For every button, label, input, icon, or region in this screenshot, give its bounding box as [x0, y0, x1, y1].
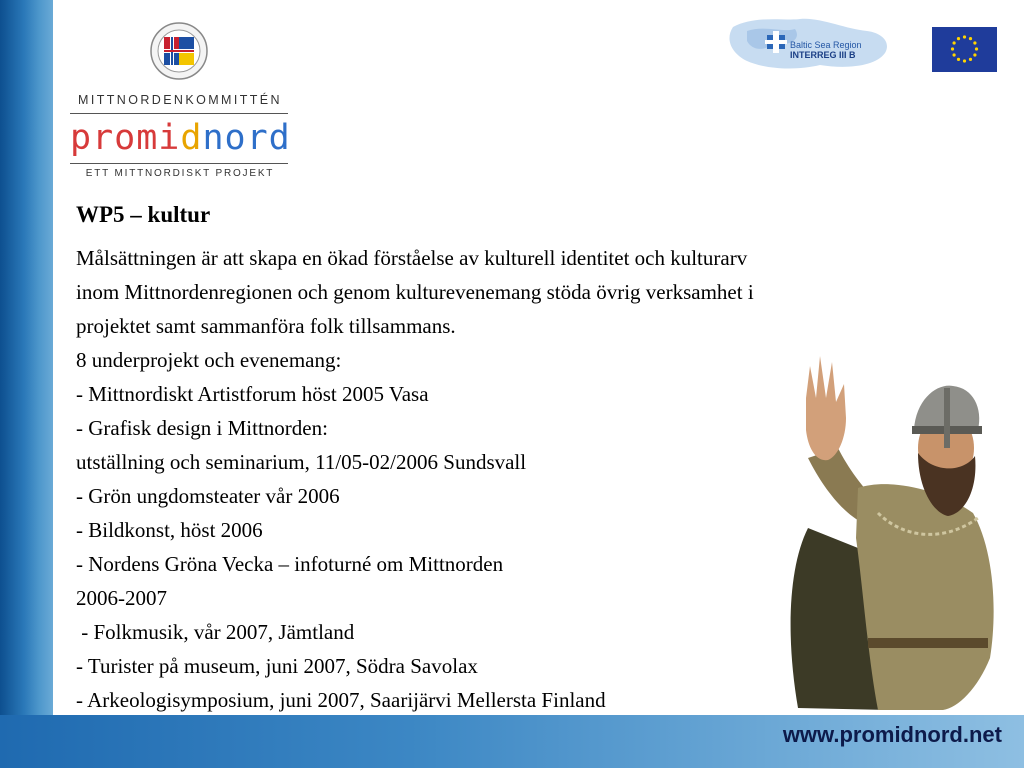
body-line: - Arkeologisymposium, juni 2007, Saarijärvi Mellersta Finland [76, 688, 606, 712]
logo-part-3: nord [202, 118, 291, 158]
baltic-logo-text [790, 40, 862, 60]
promidnord-logo [70, 116, 291, 161]
body-line: - Mittnordiskt Artistforum höst 2005 Vasa [76, 382, 429, 406]
org-subtitle: ETT MITTNORDISKT PROJEKT [85, 168, 275, 179]
body-line: projektet samt sammanföra folk tillsammans. [76, 314, 456, 338]
baltic-line-2: INTERREG III B [790, 50, 856, 60]
body-line: utställning och seminarium, 11/05-02/2006 Sundsvall [76, 450, 527, 474]
slide-title: WP5 – kultur [76, 202, 211, 227]
eu-flag-icon [932, 27, 997, 72]
org-seal-icon [150, 22, 208, 80]
body-line: Målsättningen är att skapa en ökad förståelse av kulturell identitet och kulturarv [76, 246, 748, 270]
body-line: 2006-2007 [76, 586, 167, 610]
body-line: 8 underprojekt och evenemang: [76, 348, 342, 372]
body-line: - Grön ungdomsteater vår 2006 [76, 484, 340, 508]
body-line: - Folkmusik, vår 2007, Jämtland [76, 620, 355, 644]
body-line: - Grafisk design i Mittnorden: [76, 416, 328, 440]
body-line: - Nordens Gröna Vecka – infoturné om Mittnorden [76, 552, 504, 576]
org-name: MITTNORDENKOMMITTÉN [78, 93, 282, 107]
logo-part-2: d [180, 118, 203, 158]
logo-divider-bottom [70, 163, 288, 164]
baltic-line-1: Baltic Sea Region [790, 40, 862, 50]
body-line: inom Mittnordenregionen och genom kulturevenemang stöda övrig verksamhet i [76, 280, 754, 304]
footer-url[interactable]: www.promidnord.net [782, 722, 1002, 747]
left-decor-bar [0, 0, 53, 768]
body-line: - Bildkonst, höst 2006 [76, 518, 263, 542]
body-line: - Turister på museum, juni 2007, Södra Savolax [76, 654, 478, 678]
logo-divider-top [70, 113, 288, 114]
viking-figure-image [768, 338, 1018, 713]
logo-part-1: promi [70, 118, 181, 158]
